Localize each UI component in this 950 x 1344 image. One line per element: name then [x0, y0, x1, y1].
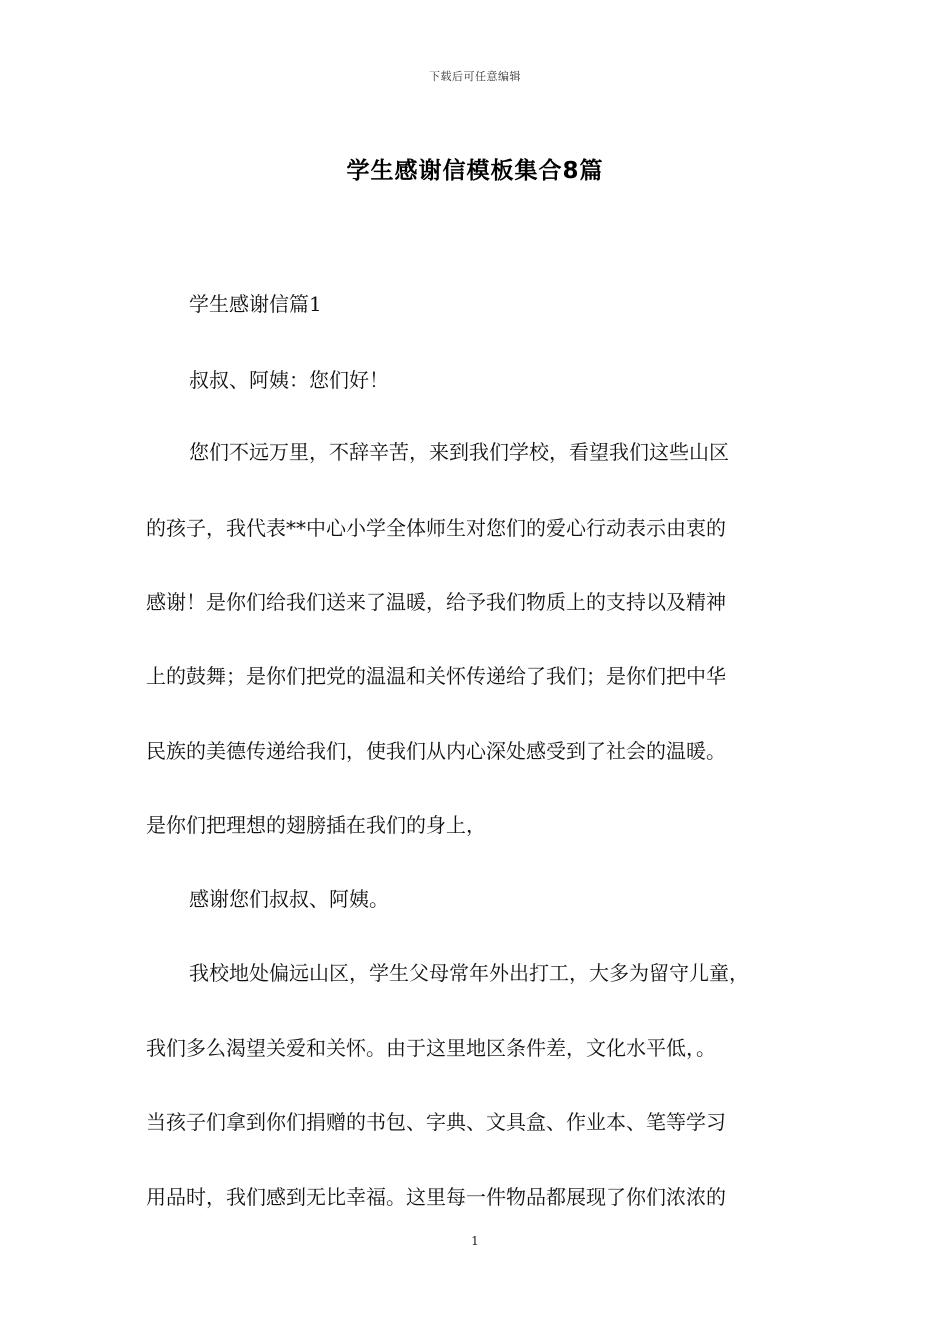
- paragraph-line: 感谢您们叔叔、阿姨。: [189, 887, 389, 911]
- paragraph-line: 用品时，我们感到无比幸福。这里每一件物品都展现了你们浓浓的: [146, 1185, 726, 1209]
- paragraph-line: 上的鼓舞；是你们把党的温温和关怀传递给了我们；是你们把中华: [146, 664, 726, 688]
- paragraph-line: 我们多么渴望关爱和关怀。由于这里地区条件差，文化水平低，。: [146, 1036, 716, 1060]
- paragraph-line: 我校地处偏远山区，学生父母常年外出打工，大多为留守儿童，: [189, 961, 749, 985]
- paragraph-line: 是你们把理想的翅膀插在我们的身上，: [146, 813, 486, 837]
- page-number: 1: [471, 1234, 479, 1248]
- paragraph-line: 当孩子们拿到你们捐赠的书包、字典、文具盒、作业本、笔等学习: [146, 1110, 726, 1134]
- paragraph-line: 的孩子，我代表**中心小学全体师生对您们的爱心行动表示由衷的: [146, 516, 726, 540]
- document-title: 学生感谢信模板集合8篇: [346, 158, 604, 184]
- paragraph-line: 感谢！是你们给我们送来了温暖，给予我们物质上的支持以及精神: [146, 590, 726, 614]
- salutation: 叔叔、阿姨：您们好！: [189, 368, 389, 392]
- page-header-note: 下载后可任意编辑: [429, 70, 521, 83]
- section-heading: 学生感谢信篇1: [189, 292, 322, 316]
- paragraph-line: 您们不远万里，不辞辛苦，来到我们学校，看望我们这些山区: [189, 440, 729, 464]
- paragraph-line: 民族的美德传递给我们，使我们从内心深处感受到了社会的温暖。: [146, 739, 726, 763]
